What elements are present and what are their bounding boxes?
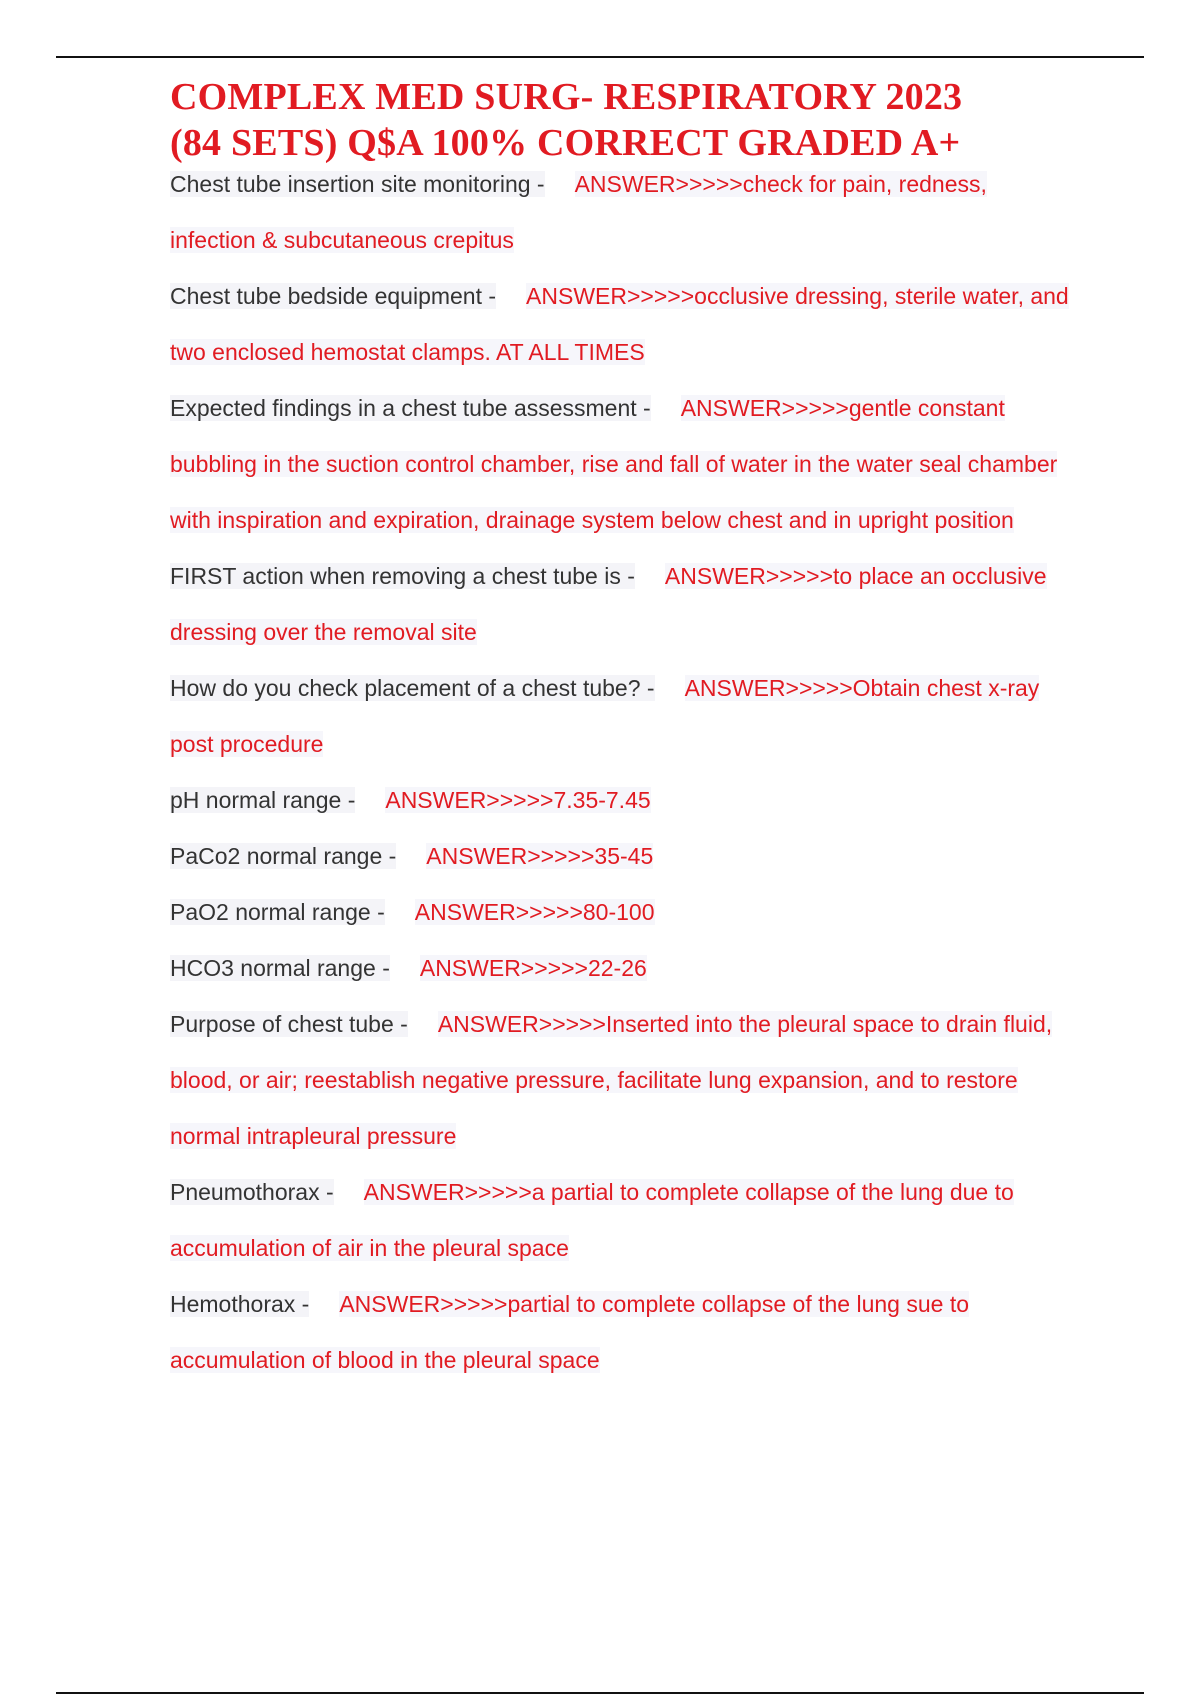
answer-prefix: ANSWER>>>>> (426, 843, 595, 869)
answer-prefix: ANSWER>>>>> (339, 1291, 508, 1317)
question-text: PaO2 normal range - (170, 899, 385, 925)
answer-body: 22-26 (587, 955, 647, 981)
qa-list (170, 156, 1070, 1388)
answer-body: Obtain chest x-ray post procedure (170, 675, 1040, 757)
qa-item (170, 996, 1070, 1164)
answer-body: 35-45 (594, 843, 654, 869)
question-text: Hemothorax - (170, 1291, 310, 1317)
bottom-divider (56, 1692, 1144, 1694)
answer-prefix: ANSWER>>>>> (684, 675, 853, 701)
question-text: Chest tube bedside equipment - (170, 283, 497, 309)
answer-prefix: ANSWER>>>>> (385, 787, 554, 813)
answer-body: 7.35-7.45 (553, 787, 651, 813)
answer-prefix: ANSWER>>>>> (664, 563, 834, 589)
qa-item (170, 884, 1070, 940)
document-title (170, 74, 1070, 166)
answer-body: gentle constant bubbling in the suction control chamber, rise and fall of water in the water seal chamber with inspiration and expiration, drainage system below chest and in upright position (170, 395, 1058, 533)
answer-body: Inserted into the pleural space to drain fluid, blood, or air; reestablish negative pressure, facilitate lung expansion, and to restore normal intrapleural pressure (170, 1011, 1053, 1149)
qa-item (170, 772, 1070, 828)
top-divider (56, 56, 1144, 58)
question-text: Pneumothorax - (170, 1179, 334, 1205)
answer-body: a partial to complete collapse of the lung due to accumulation of air in the pleural space (170, 1179, 1014, 1261)
answer-prefix: ANSWER>>>>> (363, 1179, 532, 1205)
question-text: Expected findings in a chest tube assessment - (170, 395, 651, 421)
answer-prefix: ANSWER>>>>> (414, 899, 583, 925)
qa-item (170, 1276, 1070, 1388)
answer-prefix: ANSWER>>>>> (526, 283, 695, 309)
qa-item (170, 828, 1070, 884)
answer-text (420, 955, 647, 981)
answer-body: occlusive dressing, sterile water, and two enclosed hemostat clamps. AT ALL TIMES (170, 283, 1069, 365)
answer-text (385, 787, 650, 813)
qa-item (170, 268, 1070, 380)
question-text: HCO3 normal range - (170, 955, 390, 981)
answer-prefix: ANSWER>>>>> (437, 1011, 606, 1037)
question-text: How do you check placement of a chest tube? - (170, 675, 655, 701)
qa-item (170, 940, 1070, 996)
answer-prefix: ANSWER>>>>> (574, 171, 743, 197)
answer-body: to place an occlusive dressing over the removal site (170, 563, 1047, 645)
qa-item (170, 1164, 1070, 1276)
answer-text (415, 899, 655, 925)
question-text: FIRST action when removing a chest tube is - (170, 563, 635, 589)
question-text: Chest tube insertion site monitoring - (170, 171, 545, 197)
qa-item (170, 156, 1070, 268)
answer-body: check for pain, redness, infection & subcutaneous crepitus (170, 171, 987, 253)
qa-item (170, 660, 1070, 772)
question-text: PaCo2 normal range - (170, 843, 397, 869)
title-line-2: (84 SETS) Q$A 100% CORRECT GRADED A+ (170, 122, 961, 164)
answer-body: 80-100 (582, 899, 655, 925)
answer-body: partial to complete collapse of the lung sue to accumulation of blood in the pleural space (170, 1291, 969, 1373)
qa-item (170, 548, 1070, 660)
question-text: Purpose of chest tube - (170, 1011, 408, 1037)
document-body (170, 74, 1070, 1388)
title-line-1: COMPLEX MED SURG- RESPIRATORY 2023 (170, 76, 963, 118)
qa-item (170, 380, 1070, 548)
answer-text (426, 843, 653, 869)
answer-prefix: ANSWER>>>>> (680, 395, 849, 421)
answer-prefix: ANSWER>>>>> (419, 955, 588, 981)
question-text: pH normal range - (170, 787, 356, 813)
